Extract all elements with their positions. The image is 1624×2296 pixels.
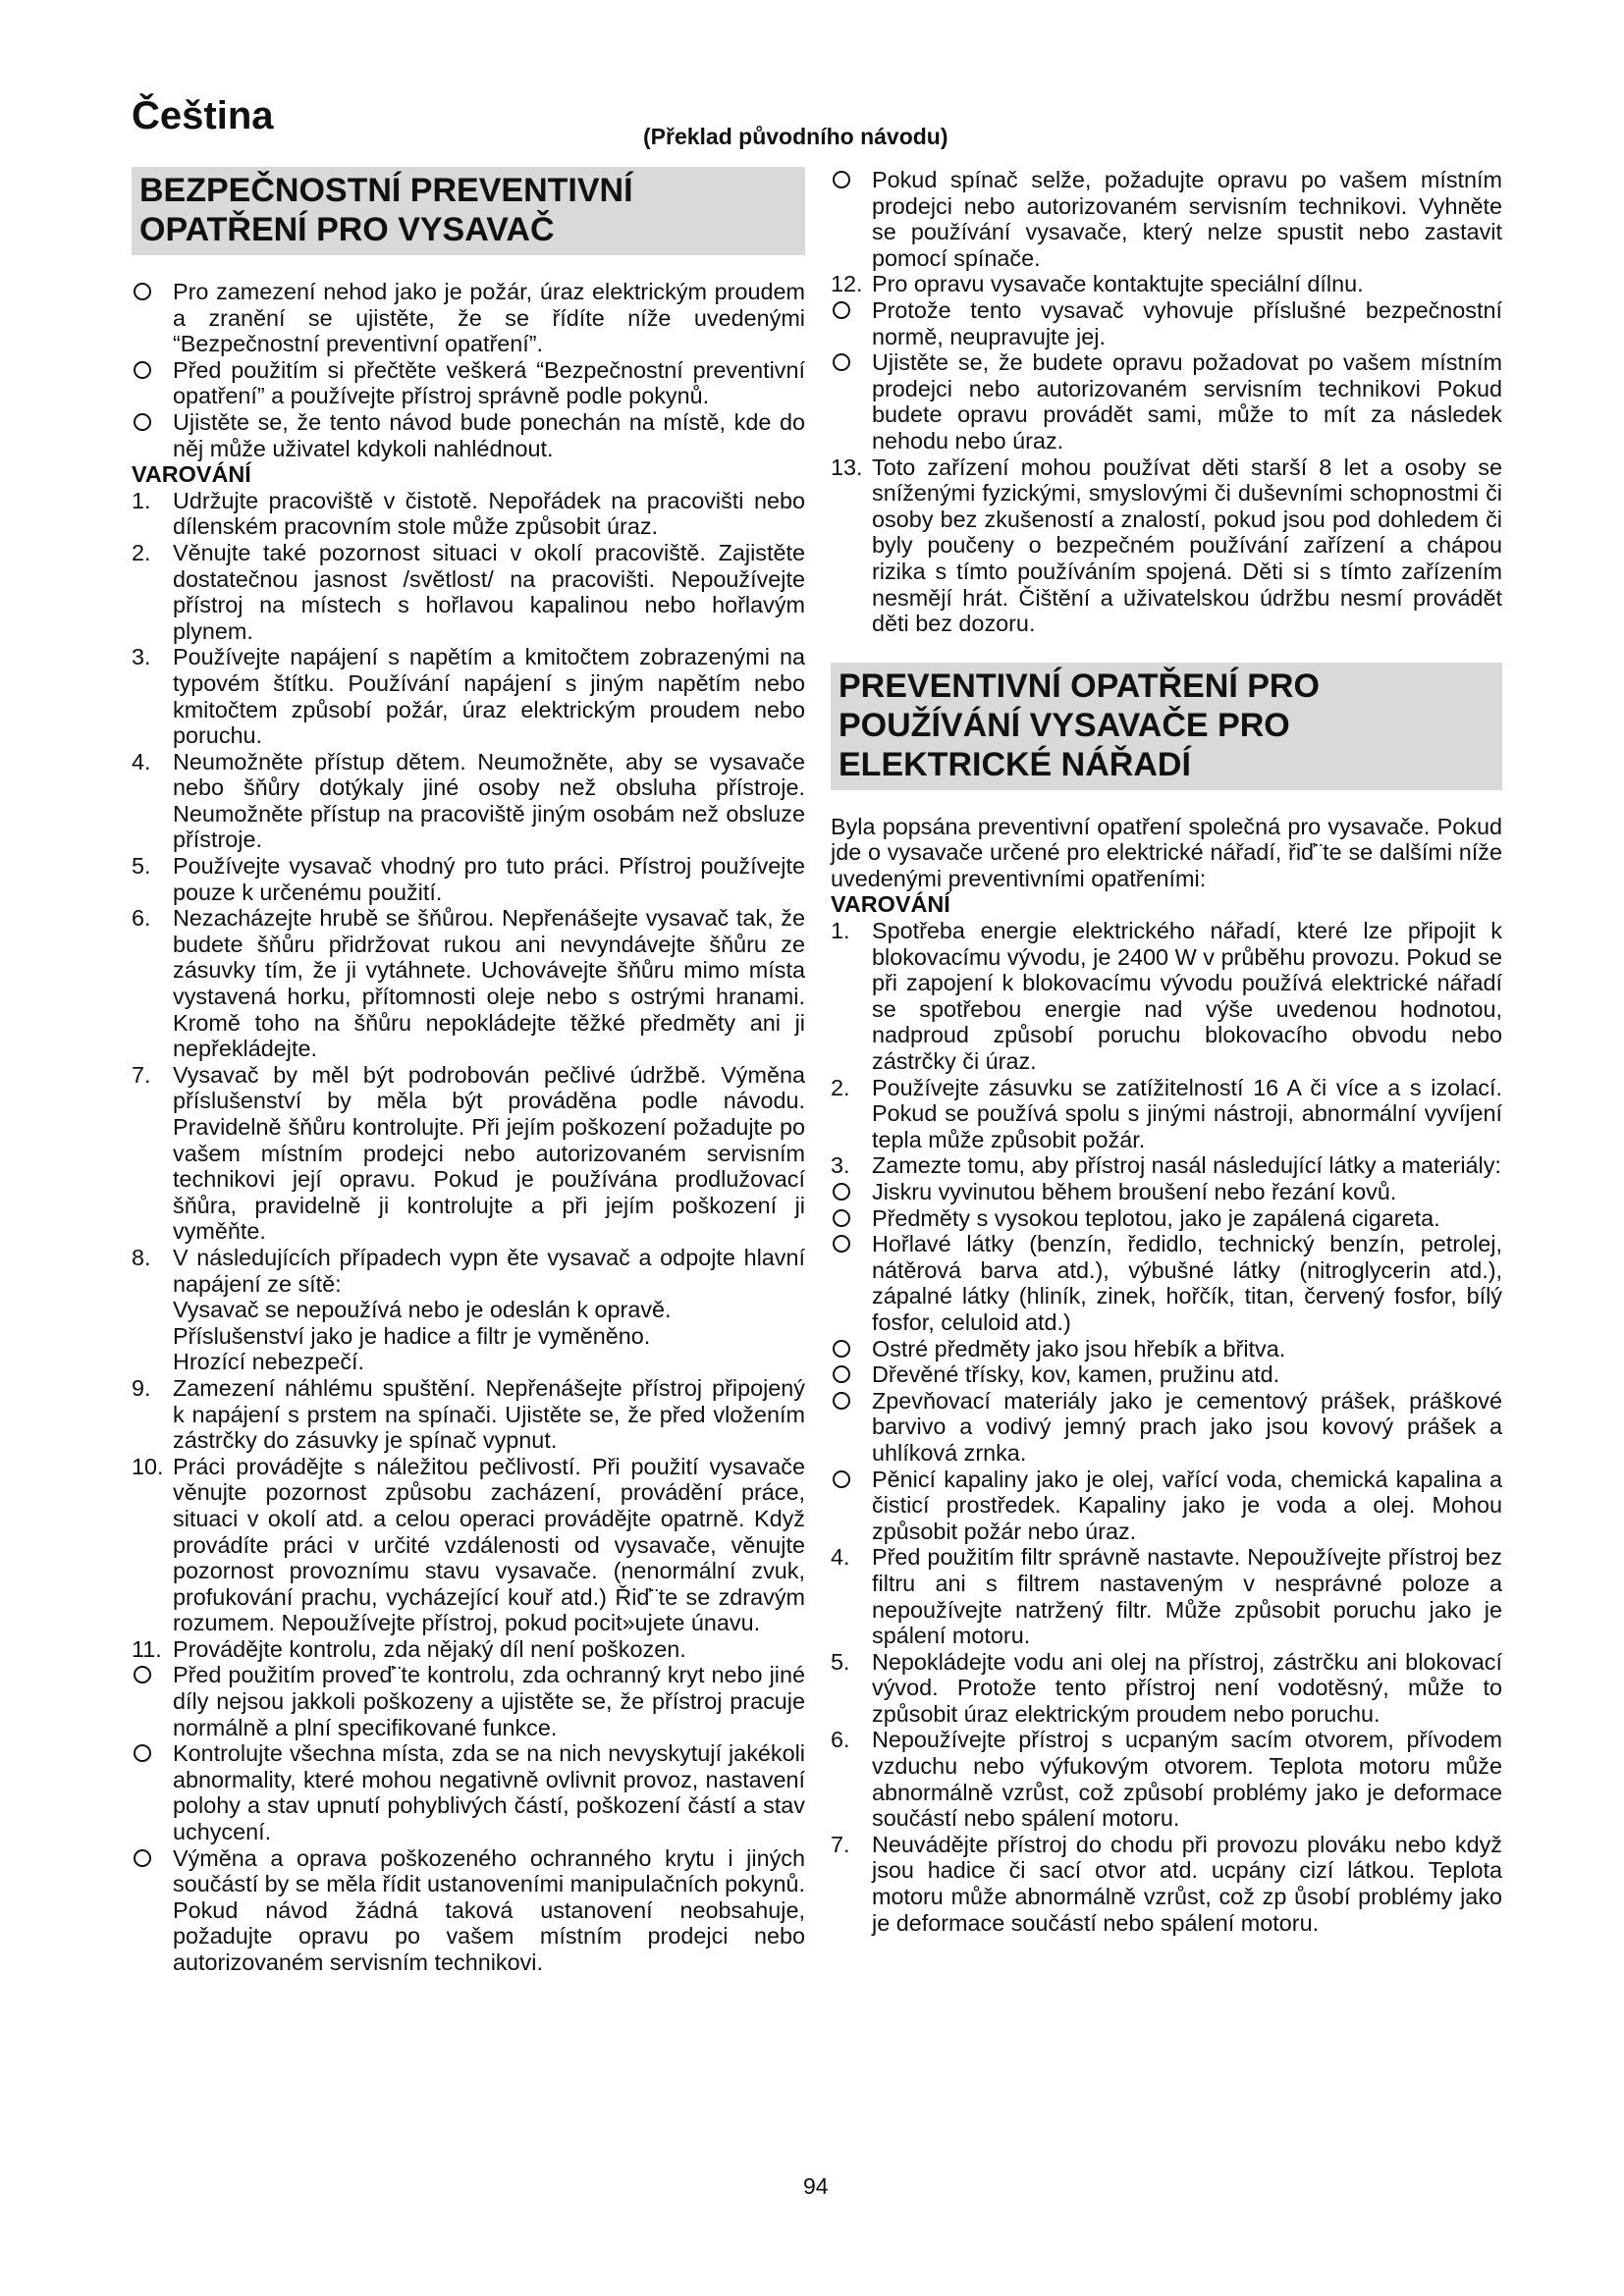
list-item	[132, 1662, 805, 1740]
circle-bullet-icon	[833, 301, 850, 319]
list-item	[831, 349, 1502, 454]
right-intro: Byla popsána preventivní opatření společná pro vysavače. Pokud jde o vysavače určené pro elektrické nářadí, řiď¨te se dalšími níže uvedenými preventivními opatřeními:	[831, 813, 1502, 891]
bullet-circle-icon	[132, 409, 151, 437]
section-title-safety: BEZPEČNOSTNÍ PREVENTIVNÍ OPATŘENÍ PRO VYSAVAČ	[132, 167, 805, 255]
sub-item: Hrozící nebezpečí.	[173, 1349, 365, 1375]
list-item	[831, 1231, 1502, 1335]
list-item	[831, 918, 1502, 1075]
list-item	[831, 1336, 1502, 1362]
right-column	[831, 167, 1502, 1936]
item-text: Před použitím filtr správně nastavte. Nepoužívejte přístroj bez filtru ani s filtrem nastaveným v nesprávné poloze a nepoužívejte natržený filtr. Může způsobit poruchu jako je spálení motoru.	[872, 1544, 1502, 1649]
item-text: Zpevňovací materiály jako je cementový prášek, práškové barvivo a vodivý jemný prach jako jsou kovový prášek a uhlíková zrnka.	[872, 1387, 1502, 1466]
item-text: Neuvádějte přístroj do chodu při provozu plováku nebo když jsou hadice či sací otvor atd. ucpány cizí látkou. Teplota motoru může abnormálně vzrůst, což zp ůsobí problémy jako je deformace součástí nebo spálení motoru.	[872, 1831, 1502, 1936]
item-number: 2.	[132, 539, 151, 565]
list-item	[831, 1544, 1502, 1648]
item-number: 5.	[132, 853, 151, 880]
circle-bullet-icon	[833, 1392, 850, 1410]
item-text: Pro opravu vysavače kontaktujte speciální dílnu.	[872, 271, 1364, 297]
list-item	[132, 1062, 805, 1245]
list-item	[132, 644, 805, 748]
bullet-circle-icon	[132, 1740, 151, 1768]
item-number: 12.	[831, 271, 863, 297]
list-item	[831, 297, 1502, 349]
circle-bullet-icon	[833, 171, 850, 188]
list-item	[132, 540, 805, 644]
list-item	[831, 1205, 1502, 1232]
item-number: 4.	[132, 748, 151, 774]
item-text: Nepokládejte vodu ani olej na přístroj, zástrčku ani blokovací vývod. Protože tento přístroj není vodotěsný, může to způsobit úraz elektrickým proudem nebo poruchu.	[872, 1648, 1502, 1727]
item-text: Neumožněte přístup dětem. Neumožněte, aby se vysavače nebo šňůry dotýkaly jiné osoby než obsluha přístroje. Neumožněte přístup na pracoviště jiným osobám než obsluze přístroje.	[173, 748, 805, 853]
list-item	[831, 1075, 1502, 1153]
list-item	[132, 853, 805, 905]
item-text: Kontrolujte všechna místa, zda se na nich nevyskytují jakékoli abnormality, které mohou negativně ovlivnit provoz, nastavení polohy a stav upnutí pohyblivých částí, poškození částí a stav uchycení.	[173, 1740, 805, 1845]
left-intro-list	[132, 279, 805, 461]
item-text: Před použitím si přečtěte veškerá “Bezpečnostní preventivní opatření” a používejte přístroj správně podle pokynů.	[173, 356, 805, 409]
sub-item: Vysavač se nepoužívá nebo je odeslán k opravě.	[173, 1297, 672, 1323]
item-text: Provádějte kontrolu, zda nějaký díl není poškozen.	[173, 1635, 686, 1662]
list-item	[831, 271, 1502, 297]
circle-bullet-icon	[134, 413, 151, 431]
bullet-circle-icon	[132, 1845, 151, 1873]
list-item	[132, 1245, 805, 1297]
item-text: Používejte zásuvku se zatížitelností 16 A či více a s izolací. Pokud se používá spolu s jinými nástroji, abnormální vyvíjení tepla může způsobit požár.	[872, 1074, 1502, 1152]
circle-bullet-icon	[134, 1666, 151, 1683]
item-number: 9.	[132, 1374, 151, 1401]
item-number: 2.	[831, 1074, 850, 1100]
list-item	[831, 454, 1502, 637]
item-text: Udržujte pracoviště v čistotě. Nepořádek na pracovišti nebo dílenském pracovním stole může způsobit úraz.	[173, 487, 805, 540]
list-item	[132, 357, 805, 409]
left-warning-list-continued	[132, 1375, 805, 1976]
item-text: Věnujte také pozornost situaci v okolí pracoviště. Zajistěte dostatečnou jasnost /světlost/ na pracovišti. Nepoužívejte přístroj na místech s hořlavou kapalinou nebo hořlavým plynem.	[173, 539, 805, 644]
bullet-circle-icon	[831, 1231, 850, 1258]
item-text: Pro zamezení nehod jako je požár, úraz elektrickým proudem a zranění se ujistěte, že se řídíte níže uvedenými “Bezpečnostní preventivní opatření”.	[173, 279, 805, 357]
list-item	[132, 1845, 805, 1976]
item-text: Výměna a oprava poškozeného ochranného krytu i jiných součástí by se měla řídit ustanoveními manipulačních pokynů. Pokud návod žádná taková ustanovení neobsahuje, požadujte opravu po vašem místním prodejci nebo autorizovaném servisním technikovi.	[173, 1844, 805, 1975]
item-number: 10.	[132, 1453, 164, 1479]
item-text: Protože tento vysavač vyhovuje příslušné bezpečnostní normě, neupravujte jej.	[872, 296, 1502, 349]
item-text: Nepoužívejte přístroj s ucpaným sacím otvorem, přívodem vzduchu nebo výfukovým otvorem. Teplota motoru může abnormálně vzrůst, což způsobí problémy jako je deformace součástí nebo spálení motoru.	[872, 1727, 1502, 1832]
language-label: Čeština	[132, 94, 274, 137]
item-text: Zamezte tomu, aby přístroj nasál následující látky a materiály:	[872, 1152, 1501, 1179]
circle-bullet-icon	[134, 283, 151, 300]
item-text: Zamezení náhlému spuštění. Nepřenášejte přístroj připojený k napájení s prstem na spínači. Ujistěte se, že před vložením zástrčky do zásuvky je spínač vypnut.	[173, 1374, 805, 1454]
list-item	[132, 1454, 805, 1636]
right-top-list	[831, 167, 1502, 637]
item-number: 13.	[831, 454, 863, 480]
list-item	[831, 1467, 1502, 1545]
bullet-circle-icon	[831, 1205, 850, 1233]
item-text: Před použitím proveď¨te kontrolu, zda ochranný kryt nebo jiné díly nejsou jakkoli poškozeny a ujistěte se, že přístroj pracuje normálně a plní specifikované funkce.	[173, 1662, 805, 1740]
item-text: Ujistěte se, že tento návod bude ponechán na místě, kde do něj může uživatel kdykoli nahlédnout.	[173, 408, 805, 461]
circle-bullet-icon	[833, 353, 850, 371]
page-number: 94	[803, 2173, 829, 2199]
list-item	[132, 1375, 805, 1454]
section-title-power-tools: PREVENTIVNÍ OPATŘENÍ PRO POUŽÍVÁNÍ VYSAVAČE PRO ELEKTRICKÉ NÁŘADÍ	[831, 663, 1502, 790]
item-text: Ujistěte se, že budete opravu požadovat po vašem místním prodejci nebo autorizovaném servisním technikovi Pokud budete opravu provádět sami, může to mít za následek nehodu nebo úraz.	[872, 349, 1502, 454]
item-text: V následujících případech vypn ěte vysavač a odpojte hlavní napájení ze sítě:	[173, 1244, 805, 1297]
list-item	[132, 749, 805, 853]
circle-bullet-icon	[134, 1744, 151, 1762]
circle-bullet-icon	[134, 361, 151, 379]
circle-bullet-icon	[833, 1470, 850, 1488]
list-item	[831, 1152, 1502, 1179]
item-text: Nezacházejte hrubě se šňůrou. Nepřenášejte vysavač tak, že budete šňůru přidržovat rukou ani nevyndávejte šňůru ze zásuvky tím, že ji vytáhnete. Uchovávejte šňůru mimo místa vystavená horku, přítomnosti oleje nebo s ostrými hranami. Kromě toho na šňůru nepokládejte těžké předměty ani ji nepřekládejte.	[173, 905, 805, 1062]
item8-sublist	[132, 1297, 805, 1375]
bullet-circle-icon	[831, 349, 850, 377]
item-text: Používejte napájení s napětím a kmitočtem zobrazenými na typovém štítku. Používání napájení s jiným napětím nebo kmitočtem způsobí požár, úraz elektrickým proudem nebo poruchu.	[173, 644, 805, 749]
bullet-circle-icon	[831, 1388, 850, 1415]
circle-bullet-icon	[833, 1209, 850, 1227]
bullet-circle-icon	[132, 279, 151, 306]
left-column	[132, 167, 805, 1976]
item-number: 5.	[831, 1648, 850, 1675]
item-text: Používejte vysavač vhodný pro tuto práci. Přístroj používejte pouze k určenému použití.	[173, 853, 805, 905]
item-number: 11.	[132, 1635, 162, 1662]
bullet-circle-icon	[831, 1362, 850, 1389]
bullet-circle-icon	[132, 357, 151, 385]
item-number: 3.	[831, 1152, 850, 1179]
circle-bullet-icon	[833, 1365, 850, 1383]
item-text: Jiskru vyvinutou během broušení nebo řezání kovů.	[872, 1179, 1397, 1204]
bullet-circle-icon	[831, 1336, 850, 1363]
list-item	[132, 1636, 805, 1663]
circle-bullet-icon	[833, 1340, 850, 1358]
list-item	[831, 1179, 1502, 1205]
list-item	[132, 409, 805, 461]
item-number: 8.	[132, 1244, 151, 1270]
document-subtitle: (Překlad původního návodu)	[643, 124, 948, 149]
list-item	[831, 167, 1502, 271]
item-text: Předměty s vysokou teplotou, jako je zapálená cigareta.	[872, 1204, 1440, 1231]
circle-bullet-icon	[833, 1183, 850, 1201]
item-number: 7.	[831, 1831, 850, 1857]
bullet-circle-icon	[831, 167, 850, 194]
circle-bullet-icon	[833, 1235, 850, 1253]
list-item	[132, 1740, 805, 1844]
bullet-circle-icon	[132, 1662, 151, 1689]
item-text: Ostré předměty jako jsou hřebík a břitva.	[872, 1335, 1286, 1362]
item-text: Pěnicí kapaliny jako je olej, vařící voda, chemická kapalina a čisticí prostředek. Kapaliny jako je voda a olej. Mohou způsobit požár nebo úraz.	[872, 1466, 1502, 1544]
item-number: 6.	[831, 1727, 850, 1753]
bullet-circle-icon	[831, 1179, 850, 1206]
item-text: Hořlavé látky (benzín, ředidlo, technický benzín, petrolej, nátěrová barva atd.), výbušné látky (nitroglycerin atd.), zápalné látky (hliník, zinek, hořčík, titan, červený fosfor, bílý fosfor, celuloid atd.)	[872, 1231, 1502, 1335]
item-text: Toto zařízení mohou používat děti starší 8 let a osoby se sníženými fyzickými, smyslovými či duševními schopnostmi či osoby bez zkušeností a znalostí, pokud jsou pod dohledem či byly poučeny o bezpečném používání zařízení a chápou rizika s tímto používáním spojená. Děti si s tímto zařízením nesmějí hrát. Čištění a uživatelskou údržbu nesmí provádět děti bez dozoru.	[872, 454, 1502, 637]
right-warning-list	[831, 918, 1502, 1936]
item-number: 6.	[132, 905, 151, 932]
item-text: Spotřeba energie elektrického nářadí, které lze připojit k blokovacímu vývodu, je 2400 W v průběhu provozu. Pokud se při zapojení k blokovacímu vývodu používá elektrické nářadí se spotřebou energie nad výše uvedenou hodnotou, nadproud způsobí poruchu blokovacího obvodu nebo zástrčky či úraz.	[872, 918, 1502, 1075]
item-text: Práci provádějte s náležitou pečlivostí. Při použití vysavače věnujte pozornost způsobu zacházení, provádění práce, situaci v okolí atd. a celou operaci provádějte opatrně. Když provádíte práci v určité vzdálenosti od vysavače, věnujte pozornost provoznímu stavu vysavače. (nenormální zvuk, profukování prachu, vycházející kouř atd.) Řiď¨te se zdravým rozumem. Nepoužívejte přístroj, pokud pocit»ujete únavu.	[173, 1453, 805, 1636]
item-text: Dřevěné třísky, kov, kamen, pružinu atd.	[872, 1362, 1280, 1388]
sub-item: Příslušenství jako je hadice a filtr je vyměněno.	[173, 1322, 651, 1349]
list-item	[132, 279, 805, 357]
left-warning-list	[132, 488, 805, 1297]
item-number: 1.	[132, 487, 151, 513]
item-number: 7.	[132, 1061, 151, 1088]
right-warning-heading: VAROVÁNÍ	[831, 891, 950, 918]
list-item	[831, 1727, 1502, 1831]
circle-bullet-icon	[134, 1849, 151, 1867]
item-number: 3.	[132, 644, 151, 670]
item-number: 4.	[831, 1544, 850, 1571]
item-text: Vysavač by měl být podrobován pečlivé údržbě. Výměna příslušenství by měla být prováděna podle návodu. Pravidelně šňůru kontrolujte. Při jejím poškození požadujte po vašem místním prodejci nebo autorizovaném servisním technikovi její opravu. Pokud je používána prodlužovací šňůra, pravidelně ji kontrolujte a při jejím poškození ji vyměňte.	[173, 1061, 805, 1245]
list-item	[831, 1362, 1502, 1388]
list-item	[132, 488, 805, 540]
item-text: Pokud spínač selže, požadujte opravu po vašem místním prodejci nebo autorizovaném servisním technikovi. Vyhněte se používání vysavače, který nelze spustit nebo zastavit pomocí spínače.	[872, 167, 1502, 271]
list-item	[831, 1649, 1502, 1728]
left-warning-heading: VAROVÁNÍ	[132, 461, 251, 488]
list-item	[831, 1832, 1502, 1936]
item-number: 1.	[831, 918, 850, 944]
list-item	[831, 1388, 1502, 1467]
bullet-circle-icon	[831, 297, 850, 325]
bullet-circle-icon	[831, 1467, 850, 1494]
list-item	[132, 905, 805, 1062]
